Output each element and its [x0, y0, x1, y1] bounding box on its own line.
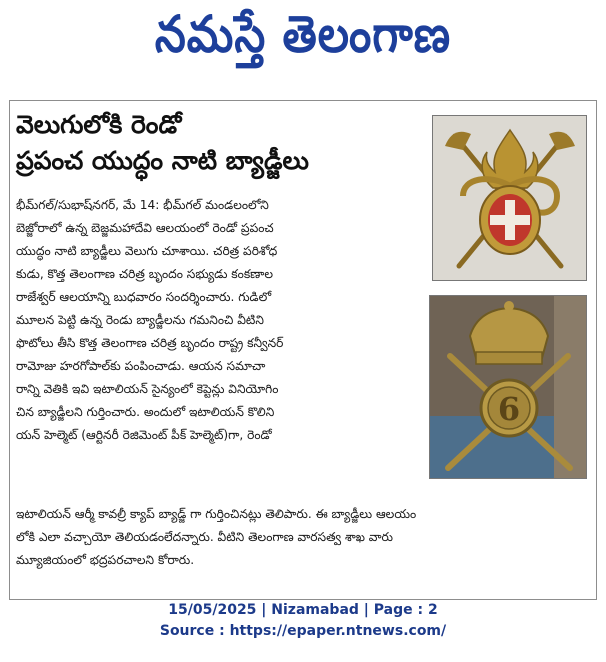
- source-link[interactable]: Source : https://epaper.ntnews.com/: [159, 623, 447, 639]
- article-body-narrow: [16, 194, 432, 447]
- newspaper-logo: నమస్తే తెలంగాణ: [154, 5, 452, 64]
- article-line: బెజ్జోరాలో ఉన్న బెజ్జమహాదేవి ఆలయంలో రెండో ప్రపంచ: [16, 221, 274, 235]
- helmet-badge-image: [433, 116, 587, 281]
- article-body-wide: [16, 503, 586, 572]
- article-line: చిన బ్యాడ్జీలని గుర్తించారు. అందులో ఇటాలియన్ కొలిని: [16, 405, 275, 419]
- headline-line: వెలుగులోకి రెండో: [16, 110, 182, 139]
- source-footer: [0, 600, 606, 642]
- badge-photo-helmet: [432, 115, 587, 281]
- edition-info: 15/05/2025 | Nizamabad | Page : 2: [168, 602, 438, 618]
- article-line: మ్యూజియంలో భద్రపరచాలని కోరారు.: [16, 553, 195, 567]
- article-line: ఇటాలియన్ ఆర్మీ కావల్రీ క్యాప్ బ్యాడ్జ్ గా గుర్తించినట్లు తెలిపారు. ఈ బ్యాడ్జీలు ఆలయం: [16, 507, 417, 521]
- cavalry-badge-image: [430, 296, 587, 479]
- article-line: ఫొటోలు తీసి కొత్త తెలంగాణ చరిత్ర బృందం రాష్ట్ర కన్వీనర్: [16, 336, 284, 350]
- article-line: యుద్ధం నాటి బ్యాడ్జీలు వెలుగు చూశాయి. చరిత్ర పరిశోధ: [16, 244, 278, 258]
- article-line: కుడు, కొత్త తెలంగాణ చరిత్ర బృందం సభ్యుడు కంకణాల: [16, 267, 274, 281]
- article-line: రాన్ని వెతికి ఇవి ఇటాలియన్ సైన్యంలో కెప్టెన్లు వినియోగిం: [16, 382, 279, 396]
- masthead: [0, 0, 606, 82]
- news-clipping: [9, 100, 597, 600]
- headline-line: ప్రపంచ యుద్ధం నాటి బ్యాడ్జీలు: [16, 146, 309, 175]
- article-line: యన్ హెల్మెట్ (ఆర్టినరీ రెజిమెంట్ పీక్ హెల్మెట్)గా, రెండో: [16, 428, 272, 442]
- headline: [16, 107, 426, 179]
- svg-text:6: 6: [497, 390, 521, 428]
- article-line: రాజేశ్వర్ ఆలయాన్ని బుధవారం సందర్శించారు. గుడిలో: [16, 290, 272, 304]
- badge-photo-cavalry: [429, 295, 587, 479]
- article-line: లోకి ఎలా వచ్చాయో తెలియడంలేదన్నారు. వీటిని తెలంగాణ వారసత్వ శాఖ వారు: [16, 530, 394, 544]
- article-line: మూలన పెట్టి ఉన్న రెండు బ్యాడ్జీలను గమనించి వీటిని: [16, 313, 264, 327]
- article-line: భీమ్‌గల్/సుభాష్‌నగర్, మే 14: భీమ్‌గల్ మండలంలోని: [16, 198, 269, 212]
- article-line: రామోజు హరగోపాల్‌కు పంపించాడు. ఆయన సమాచా: [16, 359, 266, 373]
